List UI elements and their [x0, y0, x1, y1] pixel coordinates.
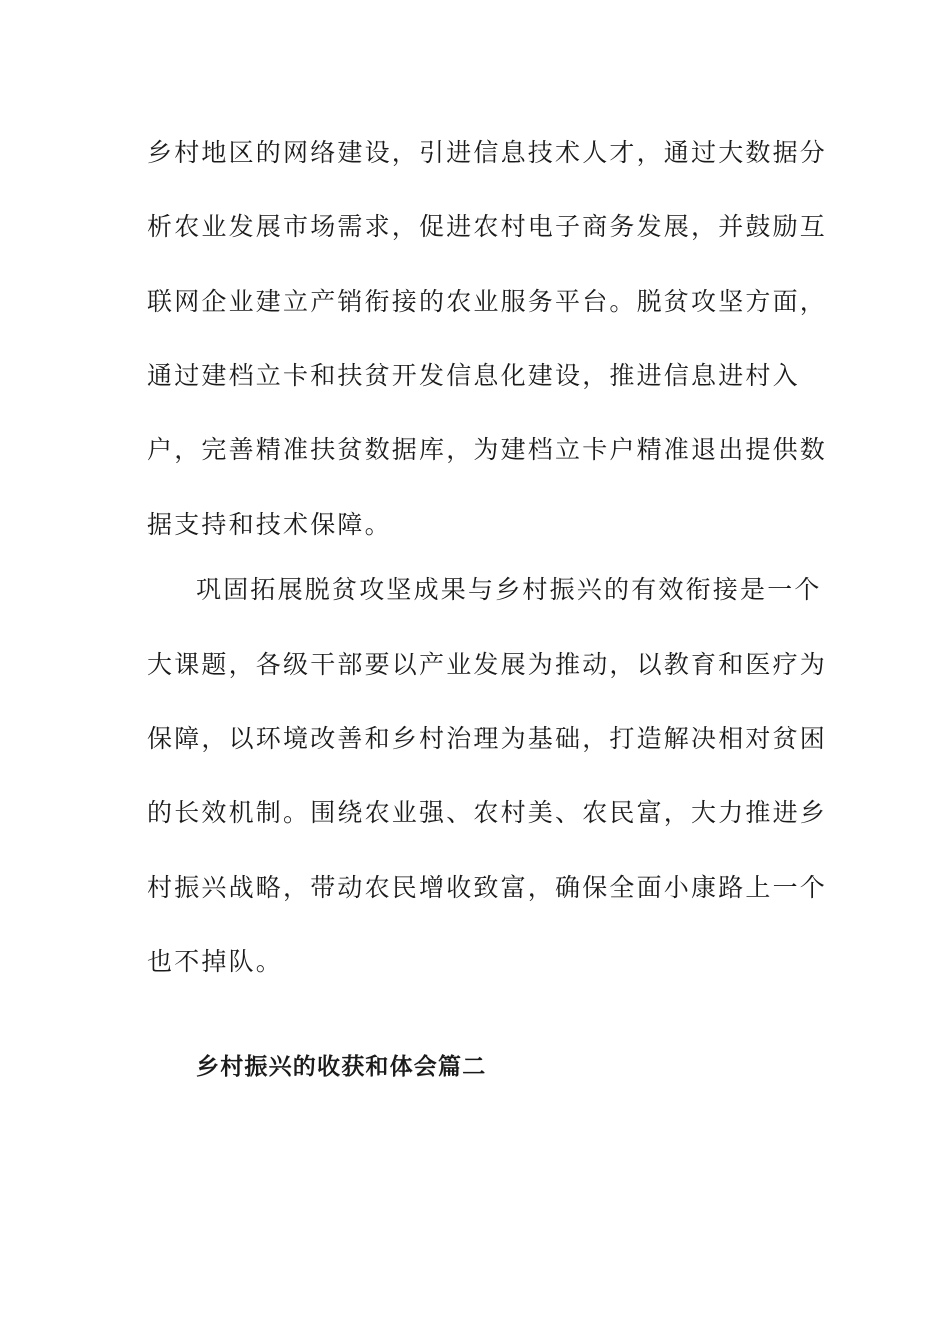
paragraph-line: 村振兴战略，带动农民增收致富，确保全面小康路上一个 — [147, 873, 828, 902]
paragraph-line: 乡村地区的网络建设，引进信息技术人才，通过大数据分 — [147, 138, 828, 167]
paragraph-line: 也不掉队。 — [147, 947, 284, 976]
paragraph-line: 据支持和技术保障。 — [147, 510, 392, 539]
paragraph-line: 析农业发展市场需求，促进农村电子商务发展，并鼓励互 — [147, 212, 828, 241]
section-heading: 乡村振兴的收获和体会篇二 — [196, 1053, 487, 1080]
paragraph-line: 保障，以环境改善和乡村治理为基础，打造解决相对贫困 — [147, 724, 828, 753]
paragraph-line: 巩固拓展脱贫攻坚成果与乡村振兴的有效衔接是一个 — [196, 575, 822, 604]
paragraph-line: 通过建档立卡和扶贫开发信息化建设，推进信息进村入 — [147, 361, 800, 390]
paragraph-line: 户，完善精准扶贫数据库，为建档立卡户精准退出提供数 — [147, 435, 828, 464]
paragraph-line: 大课题，各级干部要以产业发展为推动，以教育和医疗为 — [147, 650, 828, 679]
paragraph-line: 联网企业建立产销衔接的农业服务平台。脱贫攻坚方面， — [147, 287, 828, 316]
paragraph-line: 的长效机制。围绕农业强、农村美、农民富，大力推进乡 — [147, 798, 828, 827]
